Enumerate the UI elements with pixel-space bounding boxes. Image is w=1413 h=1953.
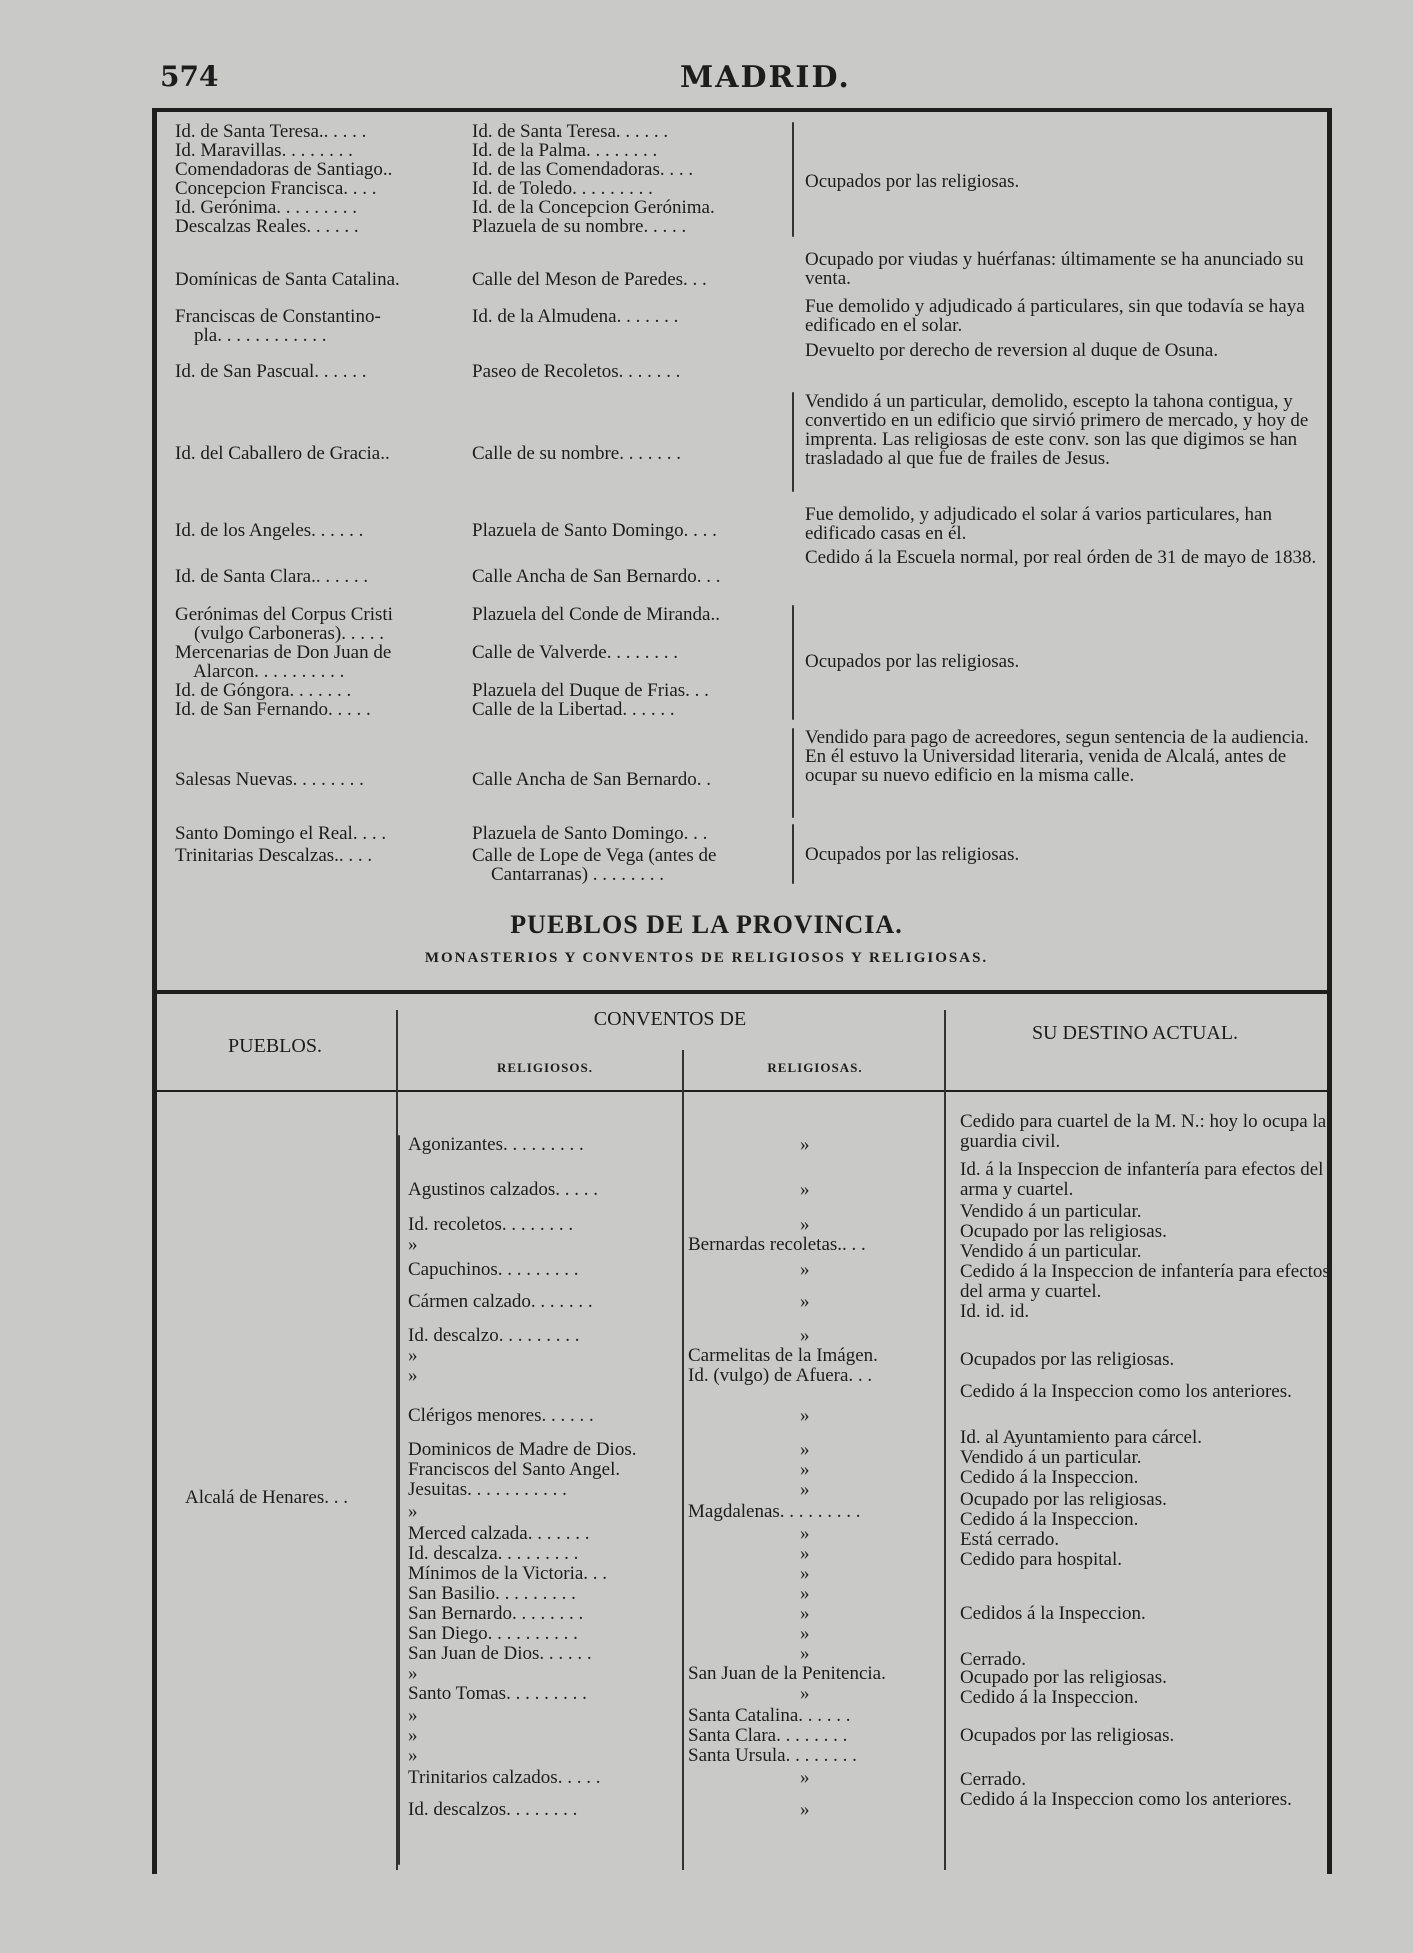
religiosos-cell: Id. descalzos. . . . . . . . — [408, 1799, 578, 1820]
religiosos-cell: » — [408, 1745, 418, 1766]
religiosos-cell: Agonizantes. . . . . . . . . — [408, 1134, 584, 1155]
religiosas-cell: Santa Ursula. . . . . . . . — [688, 1745, 857, 1766]
religiosos-cell: Cármen calzado. . . . . . . — [408, 1291, 593, 1312]
religiosos-cell: San Bernardo. . . . . . . . — [408, 1603, 584, 1624]
religiosos-cell: » — [408, 1725, 418, 1746]
religiosos-cell: Id. recoletos. . . . . . . . — [408, 1214, 574, 1235]
destino-cell: Cedido á la Inspeccion como los anteriores. — [960, 1381, 1292, 1402]
convent-name: Santo Domingo el Real. . . . — [175, 823, 387, 844]
col-pueblos: PUEBLOS. — [228, 1035, 322, 1057]
religiosas-cell: » — [800, 1623, 810, 1644]
convent-name: Id. de los Angeles. . . . . . — [175, 520, 364, 541]
religiosos-cell: Id. descalzo. . . . . . . . . — [408, 1325, 580, 1346]
pueblo-brace — [398, 1135, 400, 1865]
religiosas-cell: Santa Clara. . . . . . . . — [688, 1725, 848, 1746]
convent-location: Plazuela de Santo Domingo. . . . — [472, 520, 717, 541]
convent-location: Calle del Meson de Paredes. . . — [472, 269, 707, 290]
destino-cell: Cedido á la Inspeccion. — [960, 1509, 1139, 1530]
page-header — [160, 60, 1350, 100]
religiosas-cell: » — [800, 1405, 810, 1426]
provincia-title: PUEBLOS DE LA PROVINCIA. — [510, 910, 903, 939]
religiosas-cell: » — [800, 1179, 810, 1200]
religiosos-cell: Jesuitas. . . . . . . . . . . — [408, 1479, 567, 1500]
religiosas-cell: » — [800, 1583, 810, 1604]
destino-cell: Ocupado por las religiosas. — [960, 1489, 1167, 1510]
religiosos-cell: Agustinos calzados. . . . . — [408, 1179, 598, 1200]
religiosos-cell: » — [408, 1365, 418, 1386]
convent-name: Id. del Caballero de Gracia.. — [175, 443, 390, 464]
convent-name: Id. Maravillas. . . . . . . . — [175, 140, 353, 161]
destino-cell: Ocupados por las religiosas. — [960, 1725, 1175, 1746]
convent-name: Alarcon. . . . . . . . . . — [175, 661, 345, 682]
convent-location: Calle Ancha de San Bernardo. . — [472, 769, 712, 790]
col-destino: SU DESTINO ACTUAL. — [1031, 1022, 1239, 1044]
religiosas-cell: Santa Catalina. . . . . . — [688, 1705, 851, 1726]
brace — [792, 122, 794, 237]
convent-name: Domínicas de Santa Catalina. — [175, 269, 400, 290]
provincia-subtitle: MONASTERIOS Y CONVENTOS DE RELIGIOSOS Y RELIGIOSAS. — [424, 950, 989, 966]
col-religiosos: RELIGIOSOS. — [497, 1060, 593, 1075]
religiosas-cell: » — [800, 1214, 810, 1235]
destino-cell: Cedido para cuartel de la M. N.: hoy lo ocupa la guardia civil. — [960, 1111, 1327, 1152]
religiosas-cell: Id. (vulgo) de Afuera. . . — [688, 1365, 873, 1386]
convent-note: Ocupados por las religiosas. — [805, 844, 1020, 865]
destino-cell: Está cerrado. — [960, 1529, 1060, 1550]
convent-note: Ocupado por viudas y huérfanas: últimamente se ha anunciado su venta. — [805, 249, 1304, 289]
destino-cell: Ocupado por las religiosas. — [960, 1221, 1167, 1242]
religiosos-cell: Trinitarios calzados. . . . . — [408, 1767, 601, 1788]
brace — [792, 824, 794, 884]
religiosas-cell: Magdalenas. . . . . . . . . — [688, 1501, 861, 1522]
convent-location: Id. de la Almudena. . . . . . . — [472, 306, 679, 327]
religiosos-cell: Capuchinos. . . . . . . . . — [408, 1259, 579, 1280]
religiosos-cell: San Basilio. . . . . . . . . — [408, 1583, 576, 1604]
religiosos-cell: Santo Tomas. . . . . . . . . — [408, 1683, 587, 1704]
brace — [792, 605, 794, 720]
convent-name: Id. de Góngora. . . . . . . — [175, 680, 352, 701]
convent-name: (vulgo Carboneras). . . . . — [175, 623, 384, 644]
religiosos-cell: Id. descalza. . . . . . . . . — [408, 1543, 579, 1564]
col-religiosas: RELIGIOSAS. — [767, 1060, 863, 1075]
convent-name: Id. de Santa Clara.. . . . . . — [175, 566, 369, 587]
convent-name: Franciscas de Constantino- — [175, 306, 381, 327]
religiosos-cell: Franciscos del Santo Angel. — [408, 1459, 621, 1480]
convent-name: Id. de San Fernando. . . . . — [175, 699, 371, 720]
destino-cell: Cerrado. — [960, 1769, 1026, 1790]
religiosos-cell: Dominicos de Madre de Dios. — [408, 1439, 637, 1460]
convent-location: Id. de la Palma. . . . . . . . — [472, 140, 658, 161]
convent-note: Devuelto por derecho de reversion al duque de Osuna. — [805, 340, 1219, 361]
convent-location: Calle de la Libertad. . . . . . — [472, 699, 675, 720]
destino-cell: Cedidos á la Inspeccion. — [960, 1603, 1146, 1624]
religiosos-cell: Merced calzada. . . . . . . — [408, 1523, 590, 1544]
convent-location: Cantarranas) . . . . . . . . — [472, 864, 665, 885]
pueblo-name: Alcalá de Henares. . . — [185, 1487, 349, 1508]
religiosas-cell: » — [800, 1799, 810, 1820]
convent-location: Id. de Toledo. . . . . . . . . — [472, 178, 653, 199]
destino-cell: Ocupados por las religiosas. — [960, 1349, 1175, 1370]
col-conventos: CONVENTOS DE — [593, 1008, 747, 1030]
religiosas-cell: » — [800, 1479, 810, 1500]
convent-name: Gerónimas del Corpus Cristi — [175, 604, 393, 625]
destino-cell: Id. id. id. — [960, 1301, 1030, 1322]
convent-name: Concepcion Francisca. . . . — [175, 178, 377, 199]
destino-cell: Cedido á la Inspeccion. — [960, 1687, 1139, 1708]
religiosos-cell: San Diego. . . . . . . . . . — [408, 1623, 578, 1644]
destino-cell: Vendido á un particular. — [960, 1241, 1142, 1262]
convent-location: Paseo de Recoletos. . . . . . . — [472, 361, 681, 382]
brace — [792, 728, 794, 818]
religiosas-cell: » — [800, 1523, 810, 1544]
destino-cell: Vendido á un particular. — [960, 1447, 1142, 1468]
header-rule — [157, 1090, 1327, 1092]
religiosas-cell: » — [800, 1563, 810, 1584]
religiosos-cell: » — [408, 1501, 418, 1522]
destino-cell: Cedido á la Inspeccion como los anteriores. — [960, 1789, 1292, 1810]
convent-note: Vendido para pago de acreedores, segun sentencia de la audiencia. En él estuvo la Universidad literaria, venida de Alcalá, antes de ocupar su nuevo edificio en la misma calle. — [805, 727, 1309, 786]
convent-location: Plazuela del Conde de Miranda.. — [472, 604, 720, 625]
destino-cell: Id. al Ayuntamiento para cárcel. — [960, 1427, 1202, 1448]
religiosas-cell: Bernardas recoletas.. . . — [688, 1234, 866, 1255]
page-title: MADRID. — [680, 60, 851, 95]
convent-note: Ocupados por las religiosas. — [805, 651, 1020, 672]
religiosos-cell: Clérigos menores. . . . . . — [408, 1405, 594, 1426]
page-number: 574 — [160, 60, 219, 93]
convent-note: Fue demolido, y adjudicado el solar á varios particulares, han edificado casas en él. — [805, 504, 1272, 544]
column-divider — [944, 1010, 946, 1870]
destino-cell: Cedido á la Inspeccion de infantería para efectos del arma y cuartel. — [960, 1261, 1330, 1302]
religiosos-cell: » — [408, 1705, 418, 1726]
convent-note: Ocupados por las religiosas. — [805, 171, 1020, 192]
religiosos-cell: » — [408, 1345, 418, 1366]
convent-location: Id. de Santa Teresa. . . . . . — [472, 121, 669, 142]
religiosas-cell: » — [800, 1683, 810, 1704]
religiosas-cell: San Juan de la Penitencia. — [688, 1663, 886, 1684]
religiosos-cell: San Juan de Dios. . . . . . — [408, 1643, 592, 1664]
religiosas-cell: » — [800, 1439, 810, 1460]
convent-name: Mercenarias de Don Juan de — [175, 642, 392, 663]
religiosas-cell: » — [800, 1603, 810, 1624]
religiosos-cell: Mínimos de la Victoria. . . — [408, 1563, 608, 1584]
destino-cell: Id. á la Inspeccion de infantería para efectos del arma y cuartel. — [960, 1159, 1324, 1200]
religiosas-cell: » — [800, 1459, 810, 1480]
destino-cell: Vendido á un particular. — [960, 1201, 1142, 1222]
convent-location: Plazuela del Duque de Frias. . . — [472, 680, 709, 701]
convent-name: Id. de San Pascual. . . . . . — [175, 361, 367, 382]
convent-location: Calle de su nombre. . . . . . . — [472, 443, 681, 464]
convent-location: Id. de las Comendadoras. . . . — [472, 159, 694, 180]
convent-name: pla. . . . . . . . . . . . — [175, 325, 327, 346]
convent-name: Id. Gerónima. . . . . . . . . — [175, 197, 358, 218]
convent-name: Descalzas Reales. . . . . . — [175, 216, 359, 237]
religiosas-cell: Carmelitas de la Imágen. — [688, 1345, 878, 1366]
convent-name: Comendadoras de Santiago.. — [175, 159, 393, 180]
religiosos-cell: » — [408, 1663, 418, 1684]
convent-note: Fue demolido y adjudicado á particulares, sin que todavía se haya edificado en el solar. — [805, 296, 1305, 336]
religiosas-cell: » — [800, 1259, 810, 1280]
convent-location: Calle de Lope de Vega (antes de — [472, 845, 717, 866]
convent-name: Id. de Santa Teresa.. . . . . — [175, 121, 367, 142]
destino-cell: Ocupado por las religiosas. — [960, 1667, 1167, 1688]
religiosas-cell: » — [800, 1767, 810, 1788]
religiosas-cell: » — [800, 1643, 810, 1664]
religiosas-cell: » — [800, 1543, 810, 1564]
convent-location: Plazuela de Santo Domingo. . . — [472, 823, 708, 844]
convent-note: Vendido á un particular, demolido, escepto la tahona contigua, y convertido en un edificio que sirvió primero de mercado, y hoy de imprenta. Las religiosas de este conv. son las que digimos se han trasladado al que fue de frailes de Jesus. — [805, 391, 1309, 469]
destino-cell: Cedido para hospital. — [960, 1549, 1122, 1570]
destino-cell: Cerrado. — [960, 1649, 1026, 1670]
religiosos-cell: » — [408, 1234, 418, 1255]
convent-location: Calle de Valverde. . . . . . . . — [472, 642, 678, 663]
religiosas-cell: » — [800, 1134, 810, 1155]
column-divider — [682, 1050, 684, 1870]
religiosas-cell: » — [800, 1291, 810, 1312]
convent-location: Id. de la Concepcion Gerónima. — [472, 197, 715, 218]
brace — [792, 392, 794, 492]
destino-cell: Cedido á la Inspeccion. — [960, 1467, 1139, 1488]
convent-location: Calle Ancha de San Bernardo. . . — [472, 566, 721, 587]
convent-name: Trinitarias Descalzas.. . . . — [175, 845, 373, 866]
religiosas-cell: » — [800, 1325, 810, 1346]
convent-location: Plazuela de su nombre. . . . . — [472, 216, 687, 237]
convent-name: Salesas Nuevas. . . . . . . . — [175, 769, 364, 790]
section-rule — [157, 990, 1327, 994]
convent-note: Cedido á la Escuela normal, por real órden de 31 de mayo de 1838. — [805, 547, 1317, 568]
